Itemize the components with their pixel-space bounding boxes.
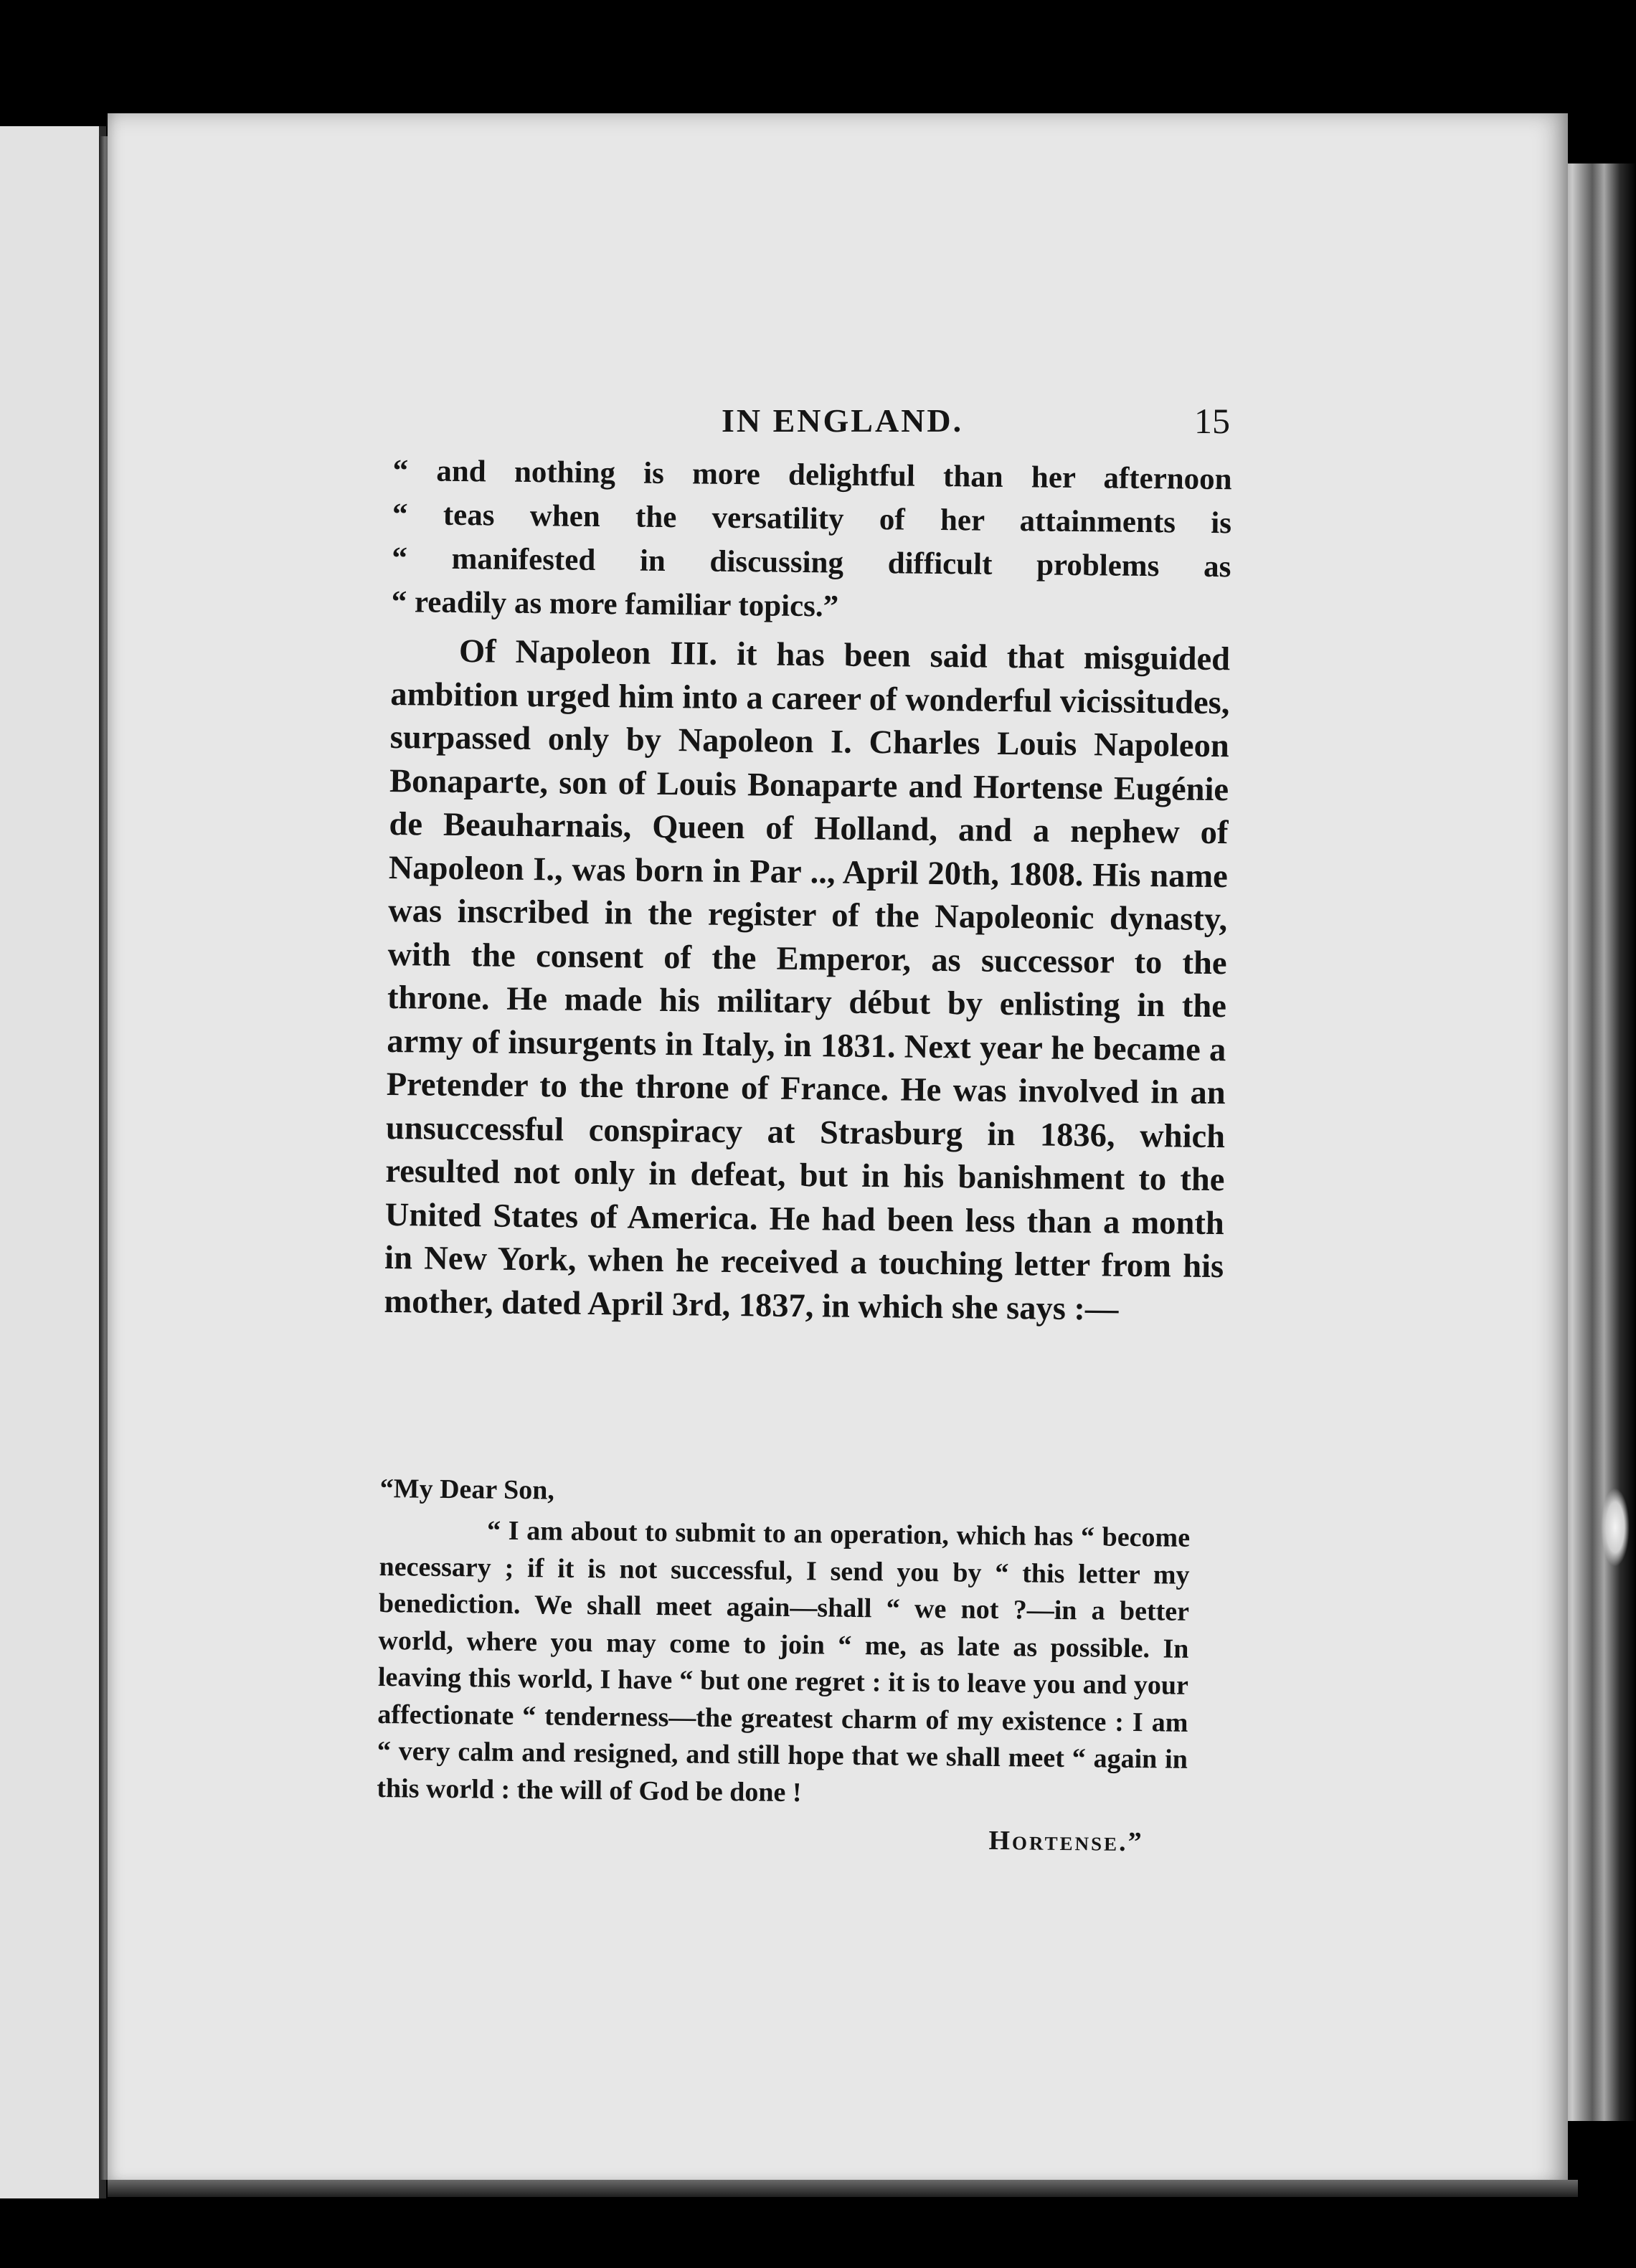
page-bottom-shadow xyxy=(108,2180,1578,2197)
page-number: 15 xyxy=(1194,401,1230,441)
page-stack-edge xyxy=(1556,163,1636,2121)
running-head: IN ENGLAND. xyxy=(722,402,964,439)
quoted-letter xyxy=(376,1470,1190,1859)
body-paragraph: Of Napoleon III. it has been said that misguided ambition urged him into a career of wonderful vicissitudes, surpassed only by Napoleon I. Charles Louis Napoleon Bonaparte, son of Louis Bonaparte and Hortense Eugénie de Beauharnais, Queen of Holland, and a nephew of Napoleon I., was born in Par .., April 20th, 1808. His name was inscribed in the register of the Napoleonic dynasty, with the consent of the Emperor, as successor to the throne. He made his military début by enlisting in the army of insurgents in Italy, in 1831. Next year he became a Pretender to the throne of France. He was involved in an unsuccessful conspiracy at Strasburg in 1836, which resulted not only in defeat, but in his banishment to the United States of America. He had been less than a month in New York, when he received a touching letter from his mother, dated April 3rd, 1837, in which she says :— xyxy=(384,632,1231,1328)
paper-blemish xyxy=(1601,1488,1630,1567)
quote-line: “ manifested in discussing difficult problems as xyxy=(392,541,1231,584)
letter-body: “ I am about to submit to an operation, which has “ become necessary ; if it is not successful, I send you by “ this letter my benediction. We shall meet again—shall “ we not ?—in a better world, where you may come to join “ me, as late as possible. In leaving this world, I have “ but one regret : it is to leave you and your affectionate “ tenderness—the greatest charm of my existence : I am “ very calm and resigned, and still hope that we shall meet “ again in this world : the will of God be done ! xyxy=(377,1515,1191,1808)
quote-line: “ teas when the versatility of her attainments is xyxy=(392,497,1232,541)
letter-signature: Hortense.” xyxy=(988,1825,1144,1858)
quote-line: “ readily as more familiar topics.” xyxy=(391,584,839,624)
main-text xyxy=(384,449,1232,1332)
facing-page-edge xyxy=(0,126,106,2198)
letter-salutation: “My Dear Son, xyxy=(379,1473,555,1506)
quote-line: “ and nothing is more delightful than her afternoon xyxy=(392,453,1232,497)
